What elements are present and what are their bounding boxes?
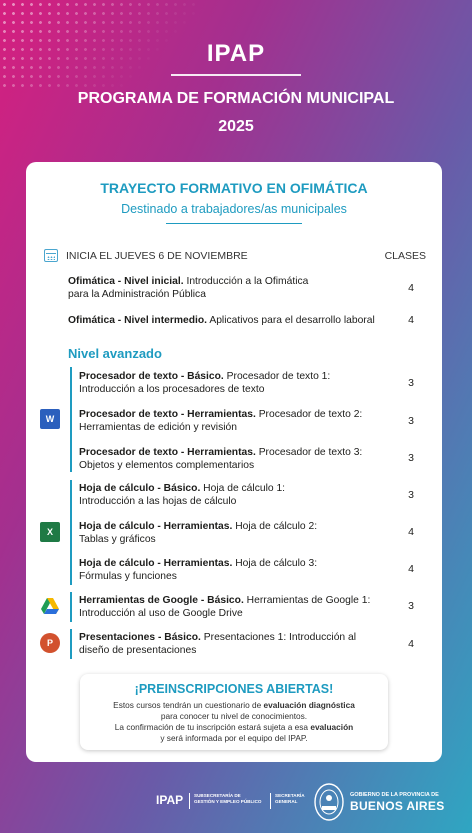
clases-count: 4 — [408, 314, 414, 326]
course-desc-line2: Objetos y elementos complementarios — [79, 460, 255, 471]
course-desc: Introducción a la Ofimática — [183, 276, 309, 287]
course-item — [68, 275, 308, 301]
course-desc-line2: para la Administración Pública — [68, 289, 206, 300]
banner-emphasis: evaluación diagnóstica — [263, 700, 355, 710]
course-item — [79, 482, 285, 508]
clases-count: 4 — [408, 638, 414, 650]
clases-count: 3 — [408, 415, 414, 427]
footer-text: SUBSECRETARÍA DE — [194, 793, 241, 798]
brand-divider — [171, 74, 301, 76]
ppt-group-bar — [70, 629, 72, 659]
course-desc-line2: diseño de presentaciones — [79, 645, 197, 656]
course-name: Procesador de texto - Básico. — [79, 371, 224, 382]
preregistration-banner — [80, 674, 388, 750]
course-desc: Procesador de texto 1: — [223, 371, 331, 382]
clases-count: 4 — [408, 526, 414, 538]
clases-count: 3 — [408, 600, 414, 612]
course-item — [79, 370, 330, 396]
course-item — [79, 520, 317, 546]
course-item — [79, 594, 370, 620]
footer-text: GESTIÓN Y EMPLEO PÚBLICO — [194, 799, 262, 804]
course-desc: Procesador de texto 3: — [255, 447, 363, 458]
word-group-bar — [70, 367, 72, 472]
footer-secretaria — [275, 793, 305, 805]
course-name: Ofimática - Nivel intermedio. — [68, 315, 208, 326]
banner-line: La confirmación de tu inscripción estará sujeta a esa — [114, 722, 311, 732]
course-desc-line2: Introducción a los procesadores de texto — [79, 384, 265, 395]
course-card — [26, 162, 442, 762]
course-desc-line2: Introducción al uso de Google Drive — [79, 608, 243, 619]
footer-divider — [189, 793, 190, 809]
footer-text: GENERAL — [275, 799, 298, 804]
header — [0, 40, 472, 136]
brand-title: IPAP — [206, 40, 266, 67]
footer-gobierno: GOBIERNO DE LA PROVINCIA DE — [350, 792, 439, 798]
clases-header: CLASES — [384, 250, 426, 262]
course-desc: Presentaciones 1: Introducción al — [200, 632, 357, 643]
subtitle-divider — [166, 223, 302, 224]
course-item — [79, 408, 362, 434]
footer-divider — [270, 793, 271, 809]
banner-line: y será informada por el equipo del IPAP. — [160, 733, 308, 743]
excel-icon: X — [40, 522, 60, 542]
banner-emphasis: evaluación — [310, 722, 354, 732]
course-desc: Aplicativos para el desarrollo laboral — [207, 315, 375, 326]
course-name: Ofimática - Nivel inicial. — [68, 276, 184, 287]
course-desc-line2: Introducción a las hojas de cálculo — [79, 496, 237, 507]
course-name: Presentaciones - Básico. — [79, 632, 201, 643]
card-subtitle: Destinado a trabajadores/as municipales — [121, 202, 347, 216]
clases-count: 3 — [408, 377, 414, 389]
calendar-icon — [44, 249, 58, 262]
course-desc-line2: Tablas y gráficos — [79, 534, 156, 545]
course-name: Hoja de cálculo - Herramientas. — [79, 521, 233, 532]
word-icon: W — [40, 409, 60, 429]
banner-line: para conocer tu nivel de conocimientos. — [160, 711, 308, 721]
course-desc: Hoja de cálculo 1: — [200, 483, 286, 494]
banner-text — [80, 700, 388, 744]
clases-count: 4 — [408, 563, 414, 575]
course-item — [79, 557, 317, 583]
card-title: TRAYECTO FORMATIVO EN OFIMÁTICA — [100, 180, 368, 196]
footer-buenos-aires: BUENOS AIRES — [350, 799, 445, 813]
footer — [0, 778, 472, 828]
course-name: Hoja de cálculo - Herramientas. — [79, 558, 233, 569]
excel-group-bar — [70, 480, 72, 585]
google-group-bar — [70, 592, 72, 622]
course-desc-line2: Fórmulas y funciones — [79, 571, 177, 582]
program-title: PROGRAMA DE FORMACIÓN MUNICIPAL — [77, 89, 395, 107]
course-name: Procesador de texto - Herramientas. — [79, 447, 256, 458]
course-desc: Procesador de texto 2: — [255, 409, 363, 420]
clases-count: 3 — [408, 489, 414, 501]
course-name: Herramientas de Google - Básico. — [79, 595, 244, 606]
banner-line: Estos cursos tendrán un cuestionario de — [113, 700, 264, 710]
program-year: 2025 — [218, 117, 254, 135]
clases-count: 3 — [408, 452, 414, 464]
course-name: Procesador de texto - Herramientas. — [79, 409, 256, 420]
course-desc: Herramientas de Google 1: — [243, 595, 371, 606]
course-name: Hoja de cálculo - Básico. — [79, 483, 201, 494]
banner-title: ¡PREINSCRIPCIONES ABIERTAS! — [134, 682, 334, 696]
footer-subsecretaria — [194, 793, 261, 805]
course-desc-line2: Herramientas de edición y revisión — [79, 422, 237, 433]
course-item — [68, 314, 375, 327]
course-item — [79, 446, 362, 472]
footer-text: SECRETARÍA — [275, 793, 305, 798]
footer-ipap-logo: IPAP — [156, 793, 184, 807]
google-drive-icon — [40, 596, 60, 616]
advanced-level-title: Nivel avanzado — [68, 346, 162, 361]
province-seal-icon — [312, 780, 346, 824]
course-desc: Hoja de cálculo 3: — [232, 558, 318, 569]
powerpoint-icon: P — [40, 633, 60, 653]
clases-count: 4 — [408, 282, 414, 294]
course-item — [79, 631, 356, 657]
start-date: INICIA EL JUEVES 6 DE NOVIEMBRE — [66, 250, 248, 262]
course-desc: Hoja de cálculo 2: — [232, 521, 318, 532]
